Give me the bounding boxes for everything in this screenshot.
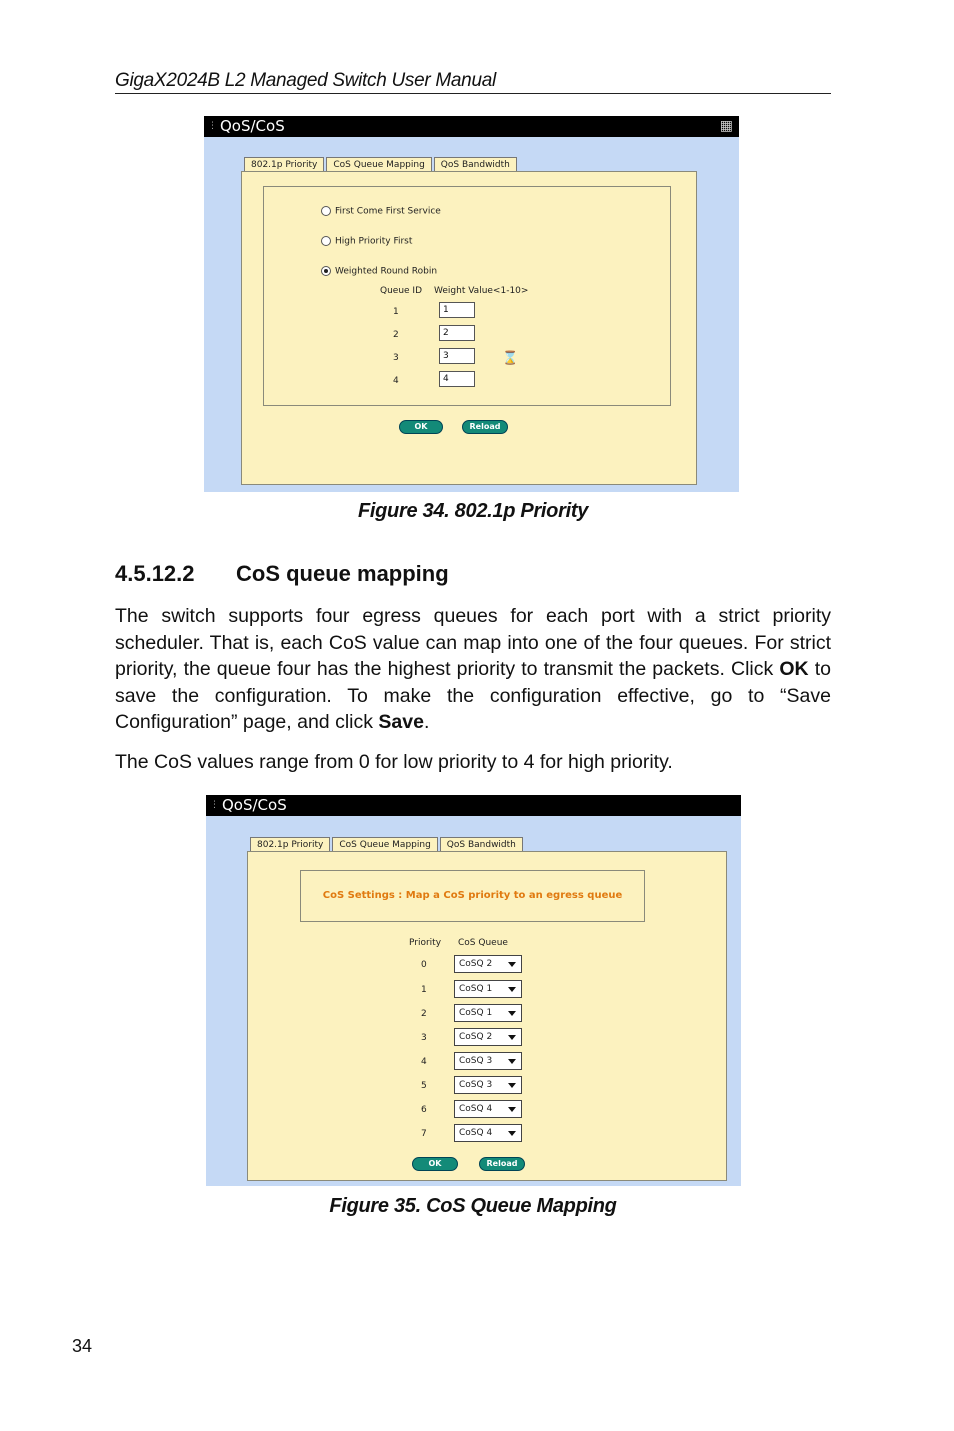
weight-input[interactable]: 2 bbox=[439, 325, 475, 341]
window-icon: ⋮ bbox=[210, 800, 219, 810]
weight-value-header: Weight Value<1-10> bbox=[434, 286, 529, 296]
reload-button[interactable]: Reload bbox=[479, 1157, 525, 1171]
tab-bar bbox=[250, 837, 525, 852]
cos-queue-select[interactable]: CoSQ 4 bbox=[454, 1100, 522, 1118]
tab-cos-queue-mapping[interactable]: CoS Queue Mapping bbox=[332, 837, 437, 852]
priority-value: 4 bbox=[421, 1057, 427, 1067]
priority-value: 0 bbox=[421, 960, 427, 970]
settings-panel bbox=[241, 171, 697, 485]
tab-8021p-priority[interactable]: 802.1p Priority bbox=[244, 157, 324, 172]
dropdown-arrow-icon bbox=[508, 1131, 516, 1136]
paragraph-1: The switch supports four egress queues for each port with a strict priority scheduler. That is, each CoS value can map into one of the four queues. For strict priority, the queue four has the highest priority to transmit the packets. Click OK to save the configuration. To make the configuration effective, go to “Save Configuration” page, and click Save. bbox=[115, 605, 831, 733]
tab-qos-bandwidth[interactable]: QoS Bandwidth bbox=[440, 837, 523, 852]
section-title: CoS queue mapping bbox=[236, 561, 449, 586]
page-number: 34 bbox=[72, 1336, 93, 1356]
priority-value: 6 bbox=[421, 1105, 427, 1115]
option-fcfs[interactable]: First Come First Service bbox=[321, 206, 441, 217]
tab-8021p-priority[interactable]: 802.1p Priority bbox=[250, 837, 330, 852]
cos-queue-select[interactable]: CoSQ 1 bbox=[454, 980, 522, 998]
figure-34-screenshot bbox=[204, 116, 739, 492]
option-hpf[interactable]: High Priority First bbox=[321, 236, 412, 247]
dropdown-arrow-icon bbox=[508, 1035, 516, 1040]
cos-queue-select[interactable]: CoSQ 3 bbox=[454, 1052, 522, 1070]
priority-value: 2 bbox=[421, 1009, 427, 1019]
dropdown-arrow-icon bbox=[508, 1083, 516, 1088]
cos-queue-header: CoS Queue bbox=[458, 938, 508, 948]
settings-panel bbox=[247, 851, 727, 1181]
window-titlebar bbox=[206, 795, 741, 816]
priority-value: 3 bbox=[421, 1033, 427, 1043]
cos-queue-select[interactable]: CoSQ 2 bbox=[454, 1028, 522, 1046]
banner-text: CoS Settings : Map a CoS priority to an egress queue bbox=[322, 890, 623, 901]
priority-value: 1 bbox=[421, 985, 427, 995]
save-emphasis: Save bbox=[378, 711, 424, 733]
radio-hpf[interactable] bbox=[321, 236, 331, 246]
window-icon: ⋮ bbox=[208, 121, 217, 131]
dropdown-arrow-icon bbox=[508, 987, 516, 992]
option-wrr[interactable]: Weighted Round Robin bbox=[321, 266, 437, 277]
queue-id: 3 bbox=[393, 353, 399, 363]
figure-35-screenshot bbox=[206, 795, 741, 1186]
logo-icon: ▦ bbox=[719, 118, 733, 134]
queue-id: 1 bbox=[393, 307, 399, 317]
window-title: QoS/CoS bbox=[222, 796, 287, 814]
dropdown-arrow-icon bbox=[508, 962, 516, 967]
scheduler-box bbox=[263, 186, 671, 406]
weight-input[interactable]: 4 bbox=[439, 371, 475, 387]
window-title: QoS/CoS bbox=[220, 117, 285, 135]
tab-cos-queue-mapping[interactable]: CoS Queue Mapping bbox=[326, 157, 431, 172]
dropdown-arrow-icon bbox=[508, 1059, 516, 1064]
section-number: 4.5.12.2 bbox=[115, 561, 195, 586]
queue-id: 4 bbox=[393, 376, 399, 386]
ok-emphasis: OK bbox=[779, 658, 809, 680]
cos-queue-select[interactable]: CoSQ 1 bbox=[454, 1004, 522, 1022]
figure-35-caption: Figure 35. CoS Queue Mapping bbox=[329, 1195, 617, 1217]
weight-input[interactable]: 1 bbox=[439, 302, 475, 318]
priority-value: 5 bbox=[421, 1081, 427, 1091]
banner-box bbox=[300, 870, 645, 922]
hourglass-icon: ⌛ bbox=[502, 350, 519, 365]
ok-button[interactable]: OK bbox=[412, 1157, 458, 1171]
tab-qos-bandwidth[interactable]: QoS Bandwidth bbox=[434, 157, 517, 172]
dropdown-arrow-icon bbox=[508, 1011, 516, 1016]
cos-queue-select[interactable]: CoSQ 4 bbox=[454, 1124, 522, 1142]
dropdown-arrow-icon bbox=[508, 1107, 516, 1112]
cos-queue-select[interactable]: CoSQ 3 bbox=[454, 1076, 522, 1094]
paragraph-2: The CoS values range from 0 for low priority to 4 for high priority. bbox=[115, 751, 673, 773]
priority-header: Priority bbox=[409, 938, 442, 948]
reload-button[interactable]: Reload bbox=[462, 420, 508, 434]
queue-id: 2 bbox=[393, 330, 399, 340]
queue-id-header: Queue ID bbox=[380, 286, 423, 296]
cos-queue-select[interactable]: CoSQ 2 bbox=[454, 955, 522, 973]
tab-bar bbox=[244, 157, 519, 172]
weight-input[interactable]: 3 bbox=[439, 348, 475, 364]
window-titlebar bbox=[204, 116, 739, 137]
running-header: GigaX2024B L2 Managed Switch User Manual bbox=[115, 70, 831, 94]
radio-fcfs[interactable] bbox=[321, 206, 331, 216]
priority-value: 7 bbox=[421, 1129, 427, 1139]
radio-wrr[interactable] bbox=[321, 266, 331, 276]
ok-button[interactable]: OK bbox=[399, 420, 443, 434]
figure-34-caption: Figure 34. 802.1p Priority bbox=[357, 500, 589, 522]
